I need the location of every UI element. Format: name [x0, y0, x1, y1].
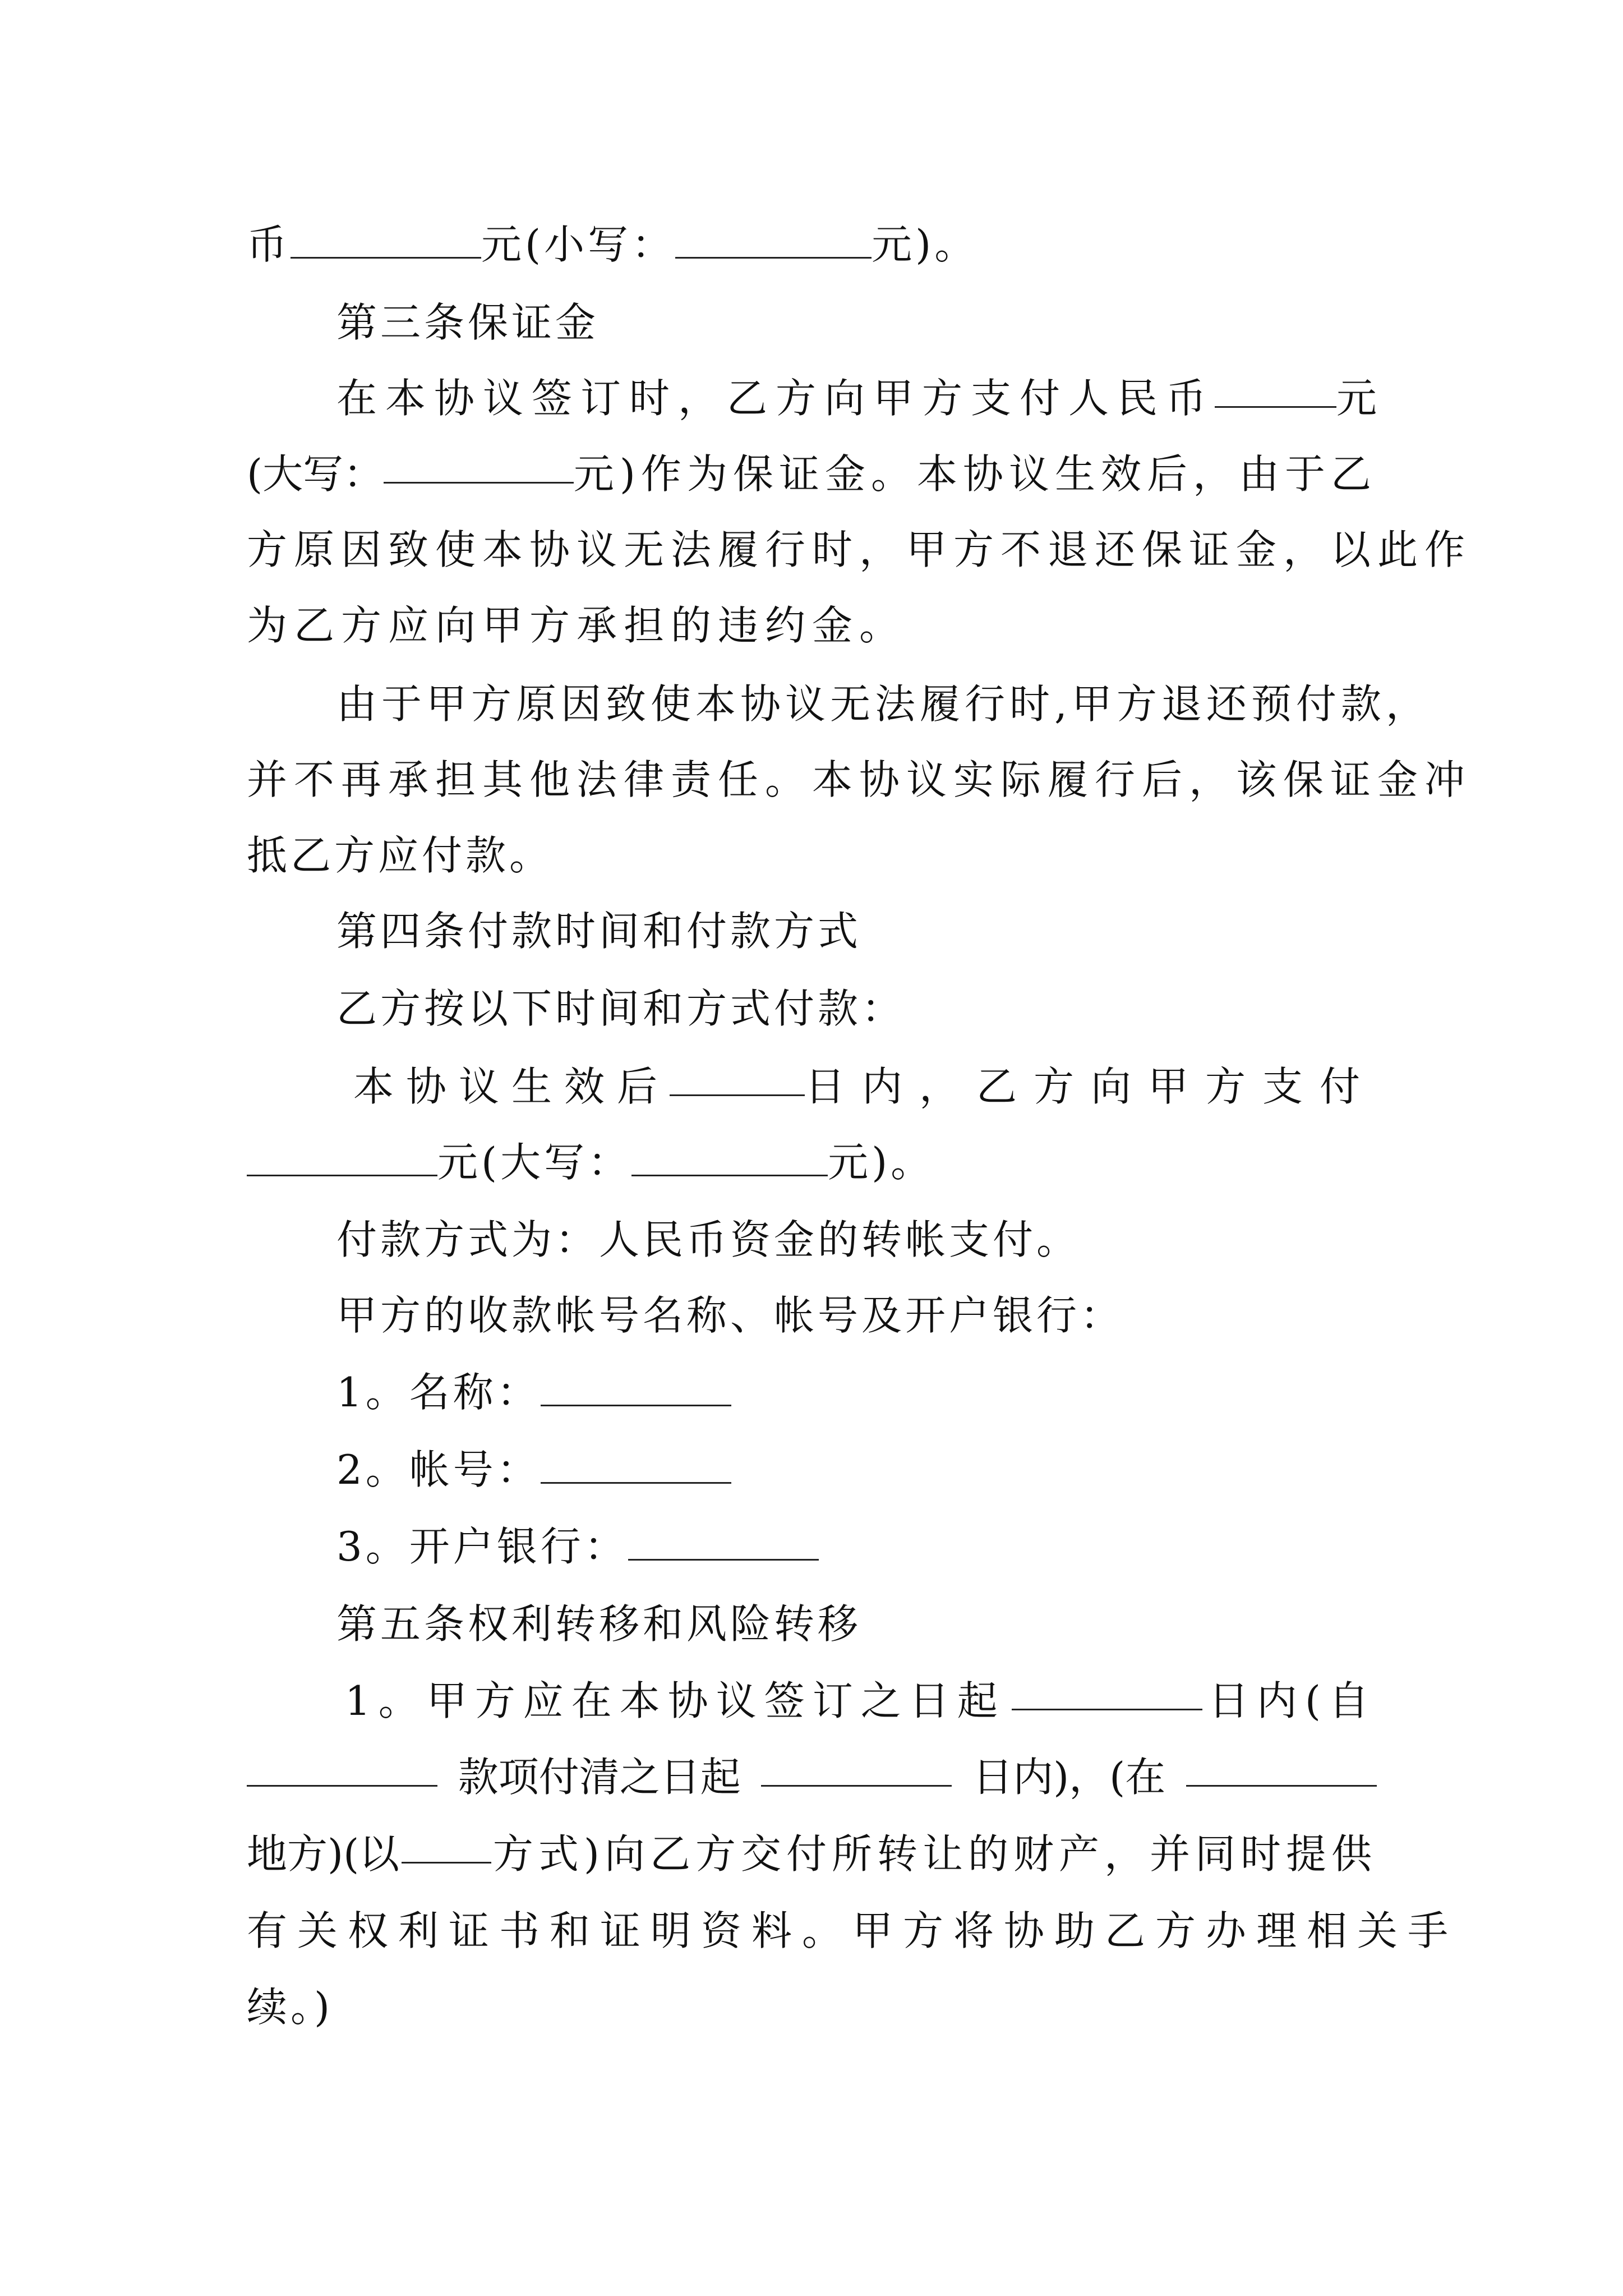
text-span: 币	[247, 221, 291, 268]
text-line	[336, 1364, 731, 1420]
text-line: 为乙方应向甲方承担的违约金。	[247, 602, 907, 649]
text-line: 并不再承担其他法律责任。本协议实际履行后，该保证金冲	[247, 756, 1472, 803]
text-span: 日内(自	[1208, 1677, 1377, 1724]
text-line	[353, 1059, 1377, 1115]
text-span: (大写：	[247, 450, 384, 498]
fill-blank	[631, 1139, 828, 1176]
fill-blank	[247, 1749, 437, 1787]
text-line: 甲方的收款帐号名称、帐号及开户银行：	[336, 1292, 1124, 1339]
text-line	[247, 217, 978, 273]
text-line: 方原因致使本协议无法履行时，甲方不退还保证金，以此作	[247, 526, 1472, 573]
text-line	[336, 1519, 819, 1575]
fill-blank	[541, 1369, 731, 1406]
text-span: 在本协议签订时，乙方向甲方支付人民币	[336, 375, 1215, 422]
text-line	[247, 1826, 1377, 1882]
text-span: 1。名称：	[336, 1369, 541, 1416]
text-span: 地方)(以	[247, 1830, 400, 1878]
text-line: 有关权利证书和证明资料。甲方将协助乙方办理相关手	[247, 1907, 1459, 1954]
article-heading: 第四条付款时间和付款方式	[336, 908, 862, 955]
text-line: 由于甲方原因致使本协议无法履行时,甲方退还预付款，	[336, 680, 1431, 728]
text-line	[247, 446, 1377, 502]
text-line: 乙方按以下时间和方式付款：	[336, 985, 906, 1032]
text-line: 付款方式为：人民币资金的转帐支付。	[336, 1216, 1081, 1263]
fill-blank	[1186, 1749, 1377, 1787]
fill-blank	[761, 1749, 952, 1787]
text-span: 日内，乙方向甲方支付	[804, 1063, 1377, 1110]
text-line	[247, 1134, 934, 1190]
text-span: 元(小写：	[481, 221, 676, 268]
text-line	[247, 1749, 1377, 1805]
fill-blank	[541, 1446, 731, 1484]
text-line	[345, 1673, 1377, 1729]
text-span: 元	[1336, 375, 1377, 422]
fill-blank	[402, 1826, 491, 1864]
text-line	[336, 1442, 731, 1498]
fill-blank	[291, 221, 481, 259]
text-span: 款项付清之日起	[458, 1754, 741, 1801]
text-span: 日内)，(在	[972, 1754, 1166, 1801]
fill-blank	[670, 1059, 805, 1096]
fill-blank	[1012, 1673, 1202, 1710]
text-span: 元)作为保证金。本协议生效后，由于乙	[573, 450, 1377, 498]
fill-blank	[675, 221, 872, 259]
text-span: 2。帐号：	[336, 1446, 541, 1493]
text-line	[336, 370, 1377, 426]
text-span: 本协议生效后	[353, 1063, 670, 1110]
text-span: 元)。	[872, 221, 979, 268]
fill-blank	[628, 1523, 819, 1561]
text-line: 抵乙方应付款。	[247, 832, 554, 879]
article-heading: 第五条权利转移和风险转移	[336, 1600, 862, 1648]
fill-blank	[247, 1139, 437, 1176]
text-span: 方式)向乙方交付所转让的财产，并同时提供	[492, 1830, 1377, 1878]
text-span: 1。甲方应在本协议签订之日起	[345, 1677, 1006, 1724]
article-heading: 第三条保证金	[336, 299, 600, 346]
fill-blank	[384, 446, 574, 484]
fill-blank	[1215, 370, 1336, 408]
text-span: 元)。	[828, 1139, 935, 1186]
text-span: 元(大写：	[437, 1139, 632, 1186]
text-line: 续。)	[247, 1984, 334, 2031]
text-span: 3。开户银行：	[336, 1523, 628, 1570]
